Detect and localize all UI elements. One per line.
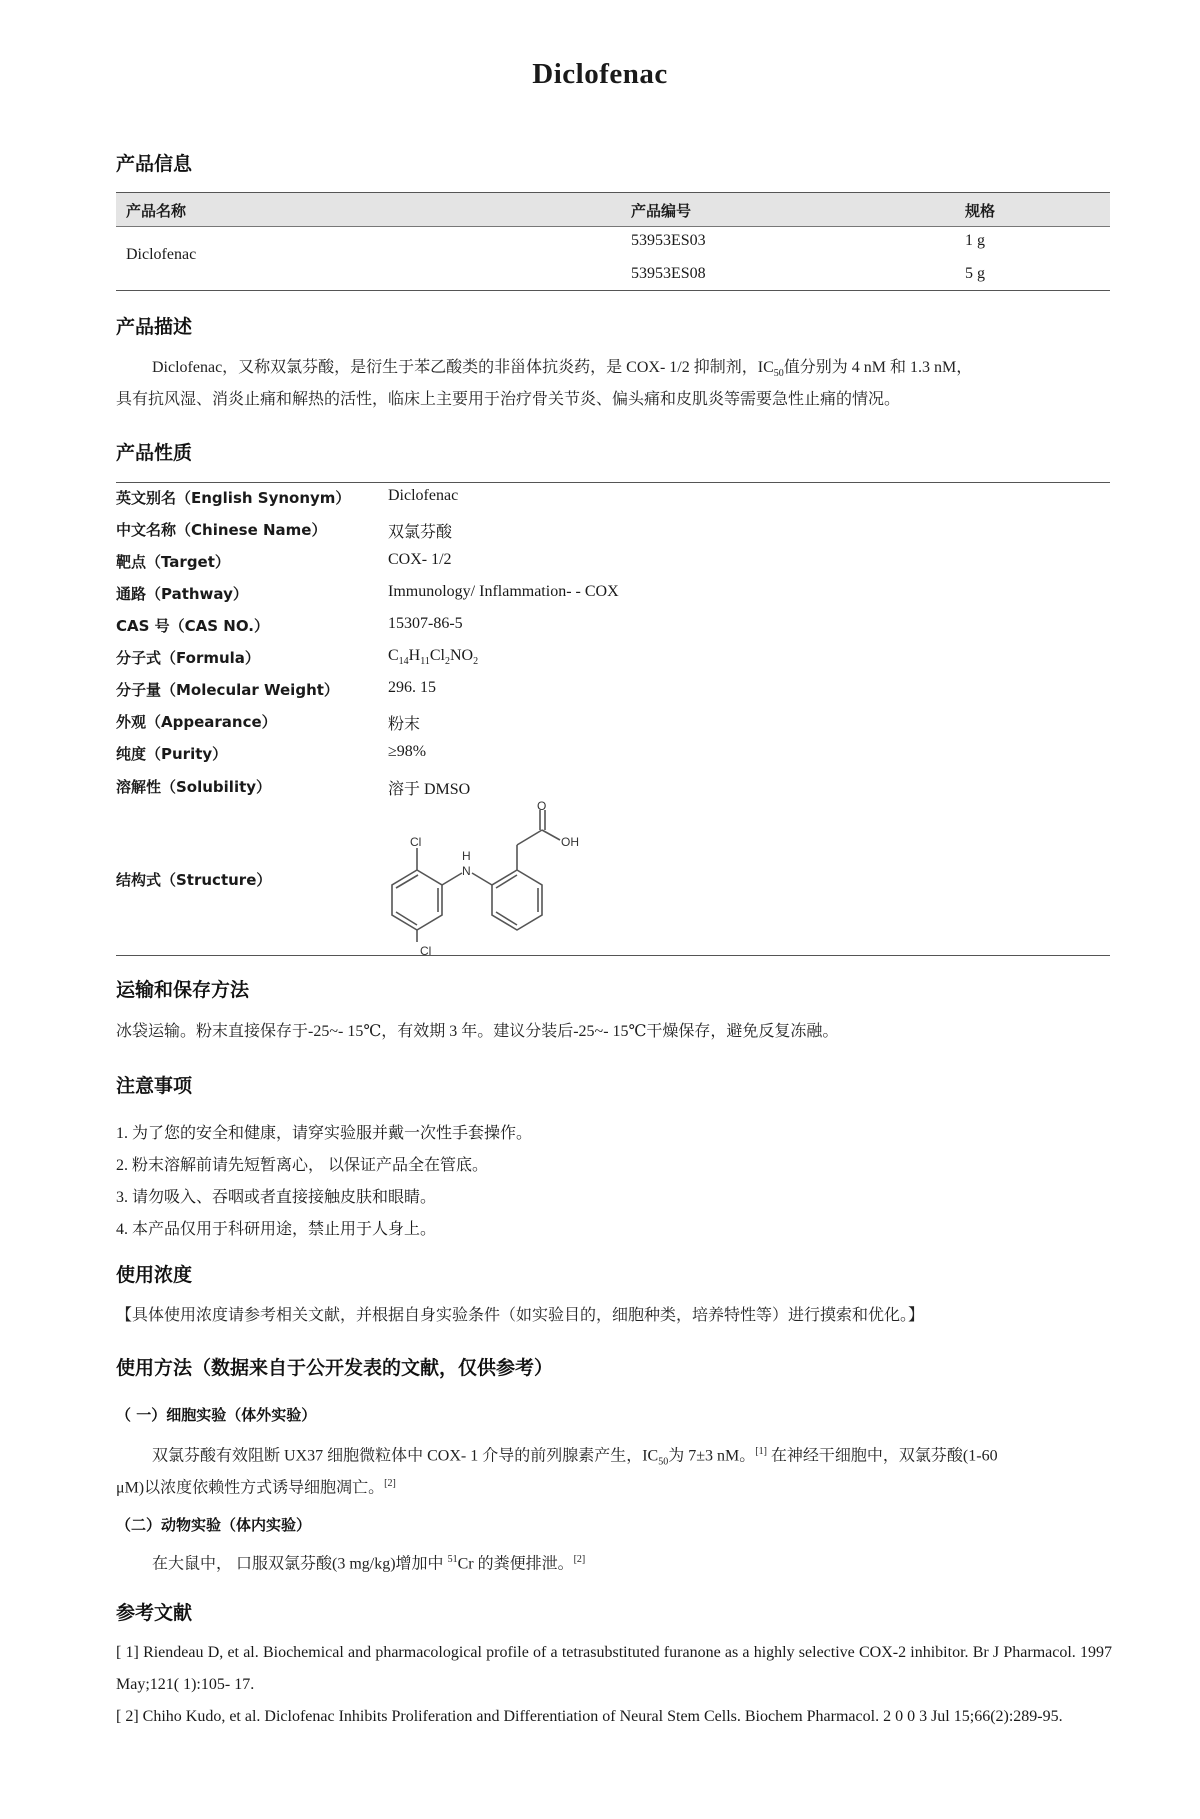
table-rule	[116, 955, 1110, 956]
column-header-name: 产品名称	[126, 202, 187, 220]
property-value: 15307-86-5	[388, 615, 463, 632]
property-row	[116, 869, 1110, 901]
product-code-cell: 53953ES08	[631, 265, 706, 282]
carbonyl-carbon-bond	[517, 830, 542, 845]
n-bond-right	[472, 873, 492, 885]
subsection-heading-in-vitro: （ 一）细胞实验（体外实验）	[116, 1406, 317, 1424]
property-label: 英文别名（English Synonym）	[116, 489, 351, 507]
description-text: Diclofenac，又称双氯芬酸，是衍生于苯乙酸类的非甾体抗炎药，是 COX- 1/2 抑制剂，IC	[152, 359, 774, 376]
reference-item: [ 1] Riendeau D, et al. Biochemical and pharmacological profile of a tetrasubstituted furanone as a highly selective COX-2 inhibitor. Br J Pharmacol. 1997 May;121( 1):105- 17.	[116, 1644, 1112, 1693]
atom-label-oxygen: O	[537, 800, 547, 813]
property-value: 溶于 DMSO	[388, 781, 471, 798]
property-label: 靶点（Target）	[116, 553, 230, 571]
right-benzene-ring	[492, 870, 542, 930]
property-label: CAS 号（CAS NO.）	[116, 617, 269, 635]
property-row	[116, 647, 1110, 679]
in-vitro-line-1: 双氯芬酸有效阻断 UX37 细胞微粒体中 COX- 1 介导的前列腺素产生，$IC_{50}$为 7±3 nM。[1] 在神经干细胞中，双氯芬酸(1-60	[152, 1446, 998, 1468]
product-spec-cell: 1 g	[965, 232, 985, 249]
property-row	[116, 743, 1110, 775]
note-item: 1. 为了您的安全和健康，请穿实验服并戴一次性手套操作。	[116, 1125, 533, 1142]
product-spec-cell: 5 g	[965, 265, 985, 282]
table-rule	[116, 482, 1110, 483]
property-value: ≥98%	[388, 743, 427, 760]
atom-label-hydroxyl: OH	[561, 835, 579, 849]
property-label: 分子量（Molecular Weight）	[116, 681, 339, 699]
table-rule	[116, 290, 1110, 291]
section-heading-references: 参考文献	[116, 1602, 193, 1624]
column-header-code: 产品编号	[631, 202, 692, 220]
property-value: 双氯芬酸	[388, 524, 453, 541]
page-title: Diclofenac	[532, 58, 668, 90]
note-item: 4. 本产品仅用于科研用途，禁止用于人身上。	[116, 1221, 437, 1238]
storage-text: 冰袋运输。粉末直接保存于-25~- 15℃，有效期 3 年。建议分装后-25~- 15℃干燥保存，避免反复冻融。	[116, 1023, 839, 1040]
property-value: Diclofenac	[388, 487, 459, 504]
description-line-2: 具有抗风湿、消炎止痛和解热的活性，临床上主要用于治疗骨关节炎、偏头痛和皮肌炎等需要急性止痛的情况。	[116, 391, 901, 408]
structure-diagram	[380, 800, 600, 960]
section-heading-description: 产品描述	[116, 316, 193, 338]
property-row	[116, 487, 1110, 519]
property-label: 中文名称（Chinese Name）	[116, 521, 327, 539]
citation-ref[interactable]: [2]	[384, 1478, 396, 1489]
note-item: 3. 请勿吸入、吞咽或者直接接触皮肤和眼睛。	[116, 1189, 437, 1206]
property-label: 纯度（Purity）	[116, 745, 228, 763]
atom-label-hydrogen: H	[462, 849, 471, 863]
property-value: COX- 1/2	[388, 551, 452, 568]
citation-ref[interactable]: [1]	[755, 1446, 767, 1457]
property-row	[116, 711, 1110, 743]
n-bond-left	[442, 873, 462, 885]
product-code-cell: 53953ES03	[631, 232, 706, 249]
property-row	[116, 551, 1110, 583]
section-heading-concentration: 使用浓度	[116, 1264, 193, 1286]
in-vitro-line-2: μM)以浓度依赖性方式诱导细胞凋亡。[2]	[116, 1478, 396, 1497]
subsection-heading-in-vivo: （二）动物实验（体内实验）	[116, 1516, 312, 1534]
atom-label-chlorine: Cl	[420, 944, 432, 958]
section-heading-method: 使用方法（数据来自于公开发表的文献，仅供参考）	[116, 1357, 554, 1379]
structure-bonds	[392, 810, 560, 942]
section-heading-properties: 产品性质	[116, 442, 193, 464]
subscript: 50	[773, 368, 784, 380]
column-header-spec: 规格	[965, 202, 996, 220]
citation-ref[interactable]: [2]	[573, 1554, 586, 1565]
atom-label-nitrogen: N	[462, 864, 471, 878]
property-row	[116, 583, 1110, 615]
property-label: 溶解性（Solubility）	[116, 778, 272, 796]
property-label: 结构式（Structure）	[116, 871, 272, 889]
reference-item: [ 2] Chiho Kudo, et al. Diclofenac Inhibits Proliferation and Differentiation of Neural Stem Cells. Biochem Pharmacol. 2 0 0 3 Jul 15;66(2):289-95.	[116, 1708, 1063, 1725]
property-label: 通路（Pathway）	[116, 585, 248, 603]
property-label: 外观（Appearance）	[116, 713, 277, 731]
note-item: 2. 粉末溶解前请先短暂离心， 以保证产品全在管底。	[116, 1157, 489, 1174]
property-row	[116, 519, 1110, 551]
property-row	[116, 679, 1110, 711]
product-name-cell: Diclofenac	[126, 246, 197, 263]
concentration-text: 【具体使用浓度请参考相关文献，并根据自身实验条件（如实验目的，细胞种类，培养特性等）进行摸索和优化。】	[116, 1307, 925, 1324]
property-label: 分子式（Formula）	[116, 649, 260, 667]
left-benzene-ring	[392, 870, 442, 930]
atom-label-chlorine: Cl	[410, 835, 422, 849]
formula-value: $C_{14}H_{11}Cl_2NO_2$	[388, 647, 479, 668]
hydroxyl-bond	[542, 830, 560, 840]
in-vivo-text: 在大鼠中， 口服双氯芬酸(3 mg/kg)增加中 $^{51}$Cr 的粪便排泄。[2]	[152, 1554, 586, 1573]
product-info-table-header	[116, 192, 1110, 227]
section-heading-notes: 注意事项	[116, 1075, 193, 1097]
description-text: 值分别为 4 nM 和 1.3 nM，	[783, 359, 973, 376]
property-value: Immunology/ Inflammation- - COX	[388, 583, 619, 600]
section-heading-product-info: 产品信息	[116, 153, 193, 175]
property-value: 粉末	[388, 716, 421, 733]
property-row	[116, 776, 1110, 808]
section-heading-storage: 运输和保存方法	[116, 979, 250, 1001]
property-value: 296. 15	[388, 679, 436, 696]
property-row	[116, 615, 1110, 647]
